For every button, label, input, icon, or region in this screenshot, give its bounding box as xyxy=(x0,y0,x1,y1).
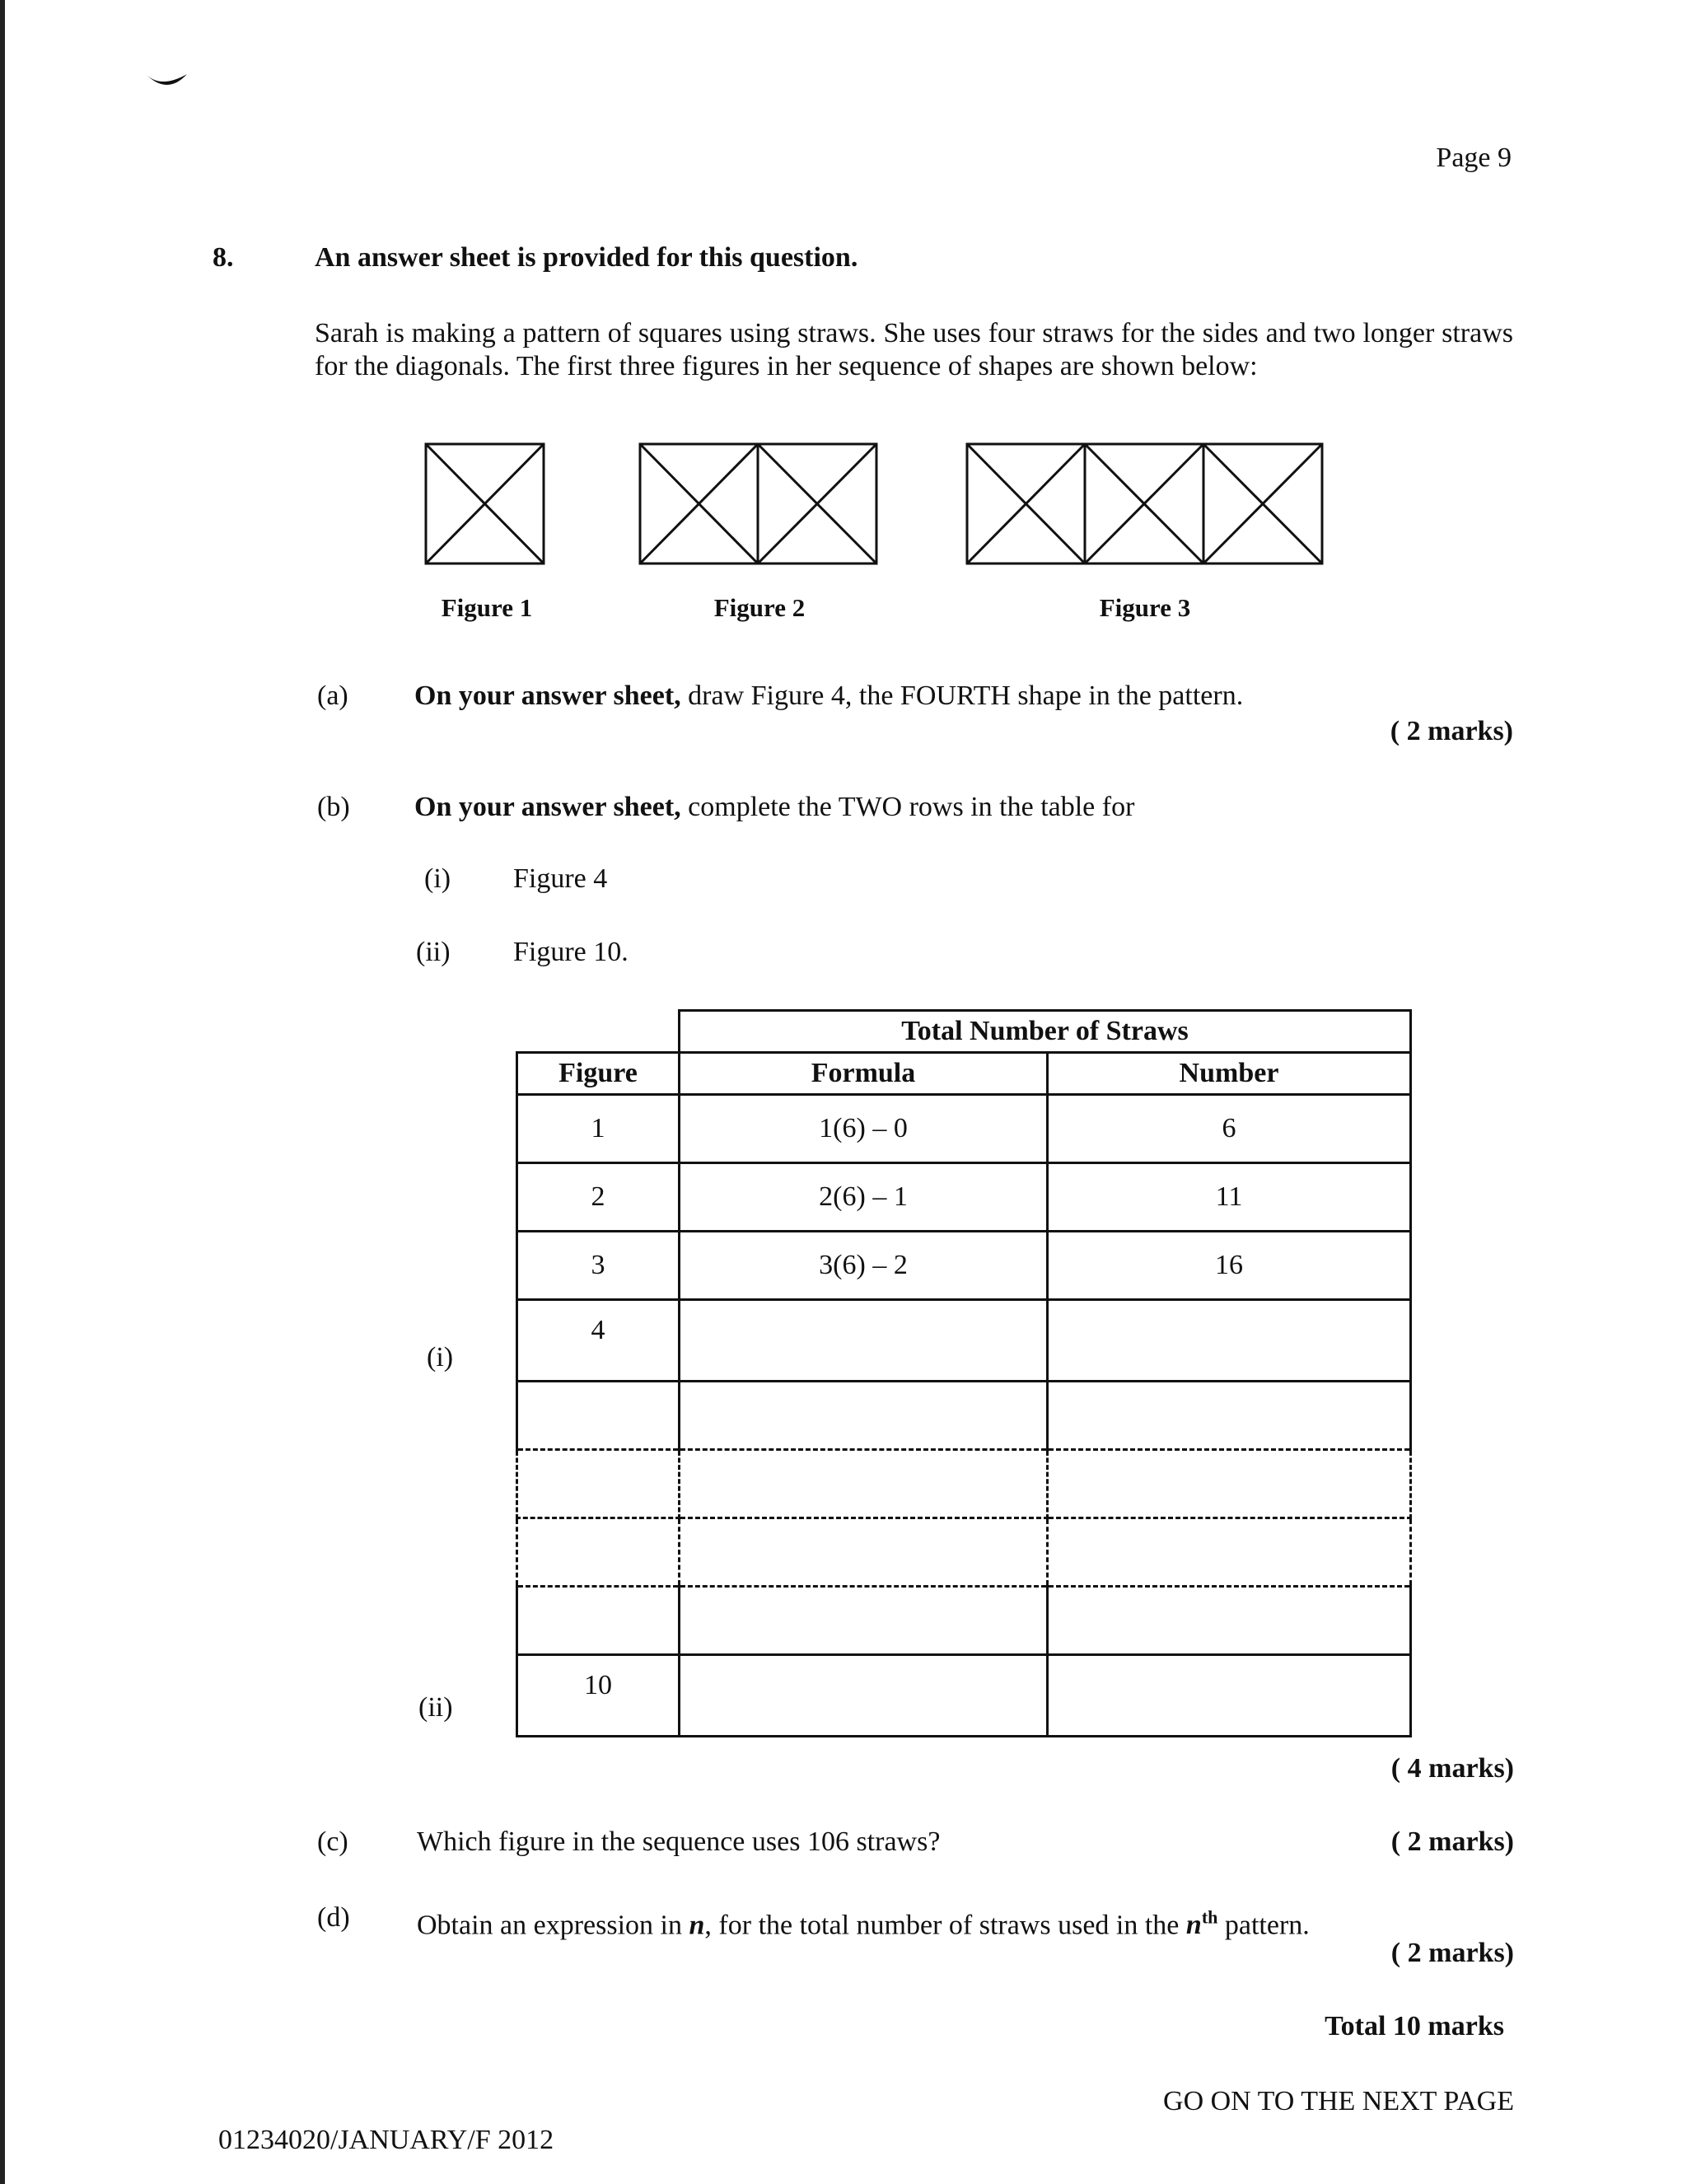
question-intro: Sarah is making a pattern of squares using straws. She uses four straws for the sides and two longer straws for the diagonals. The first three figures in her sequence of shapes are shown below: xyxy=(315,318,1513,381)
table-cell-gap xyxy=(680,1450,1048,1518)
table-row-blank xyxy=(517,1587,1411,1655)
table-row xyxy=(517,1095,1411,1163)
question-number: 8. xyxy=(213,242,234,273)
table-header-figure: Figure xyxy=(517,1053,680,1095)
table-cell-blank xyxy=(1048,1587,1411,1655)
page-number: Page 9 xyxy=(1436,143,1512,173)
table-cell-gap xyxy=(517,1450,680,1518)
table-cell-gap xyxy=(1048,1518,1411,1587)
part-d-text-before: Obtain an expression in xyxy=(417,1910,689,1941)
part-a-bold-lead: On your answer sheet, xyxy=(414,680,681,711)
table-cell-formula: 3(6) – 2 xyxy=(680,1232,1048,1300)
table-row-marker-i: (i) xyxy=(427,1342,454,1373)
table-cell-formula-blank[interactable] xyxy=(680,1655,1048,1737)
table-row-gap xyxy=(517,1450,1411,1518)
total-marks: Total 10 marks xyxy=(1325,2011,1504,2041)
table-cell-blank xyxy=(517,1382,680,1450)
table-cell-figure: 3 xyxy=(517,1232,680,1300)
part-b-sub-ii-label: (ii) xyxy=(416,937,451,967)
part-a-instruction: draw Figure 4, the FOURTH shape in the pattern. xyxy=(688,680,1244,711)
table-cell-number: 11 xyxy=(1048,1163,1411,1232)
table-cell-formula: 1(6) – 0 xyxy=(680,1095,1048,1163)
question-heading: An answer sheet is provided for this question. xyxy=(315,242,858,273)
table-cell-gap xyxy=(517,1518,680,1587)
table-cell-figure: 2 xyxy=(517,1163,680,1232)
part-b-text xyxy=(414,791,1134,824)
table-row-figure-10 xyxy=(517,1655,1411,1737)
table-cell-gap xyxy=(680,1518,1048,1587)
part-b-bold-lead: On your answer sheet, xyxy=(414,792,681,822)
part-a-marks: ( 2 marks) xyxy=(1390,716,1513,746)
paper-code: 01234020/JANUARY/F 2012 xyxy=(218,2125,554,2155)
table-cell-formula: 2(6) – 1 xyxy=(680,1163,1048,1232)
figure-1-drawing xyxy=(424,442,548,568)
table-cell-number: 6 xyxy=(1048,1095,1411,1163)
part-b-label: (b) xyxy=(317,792,350,822)
part-b-sub-i-text: Figure 4 xyxy=(513,863,608,894)
figure-1-label: Figure 1 xyxy=(441,593,533,622)
part-c-label: (c) xyxy=(317,1826,348,1857)
table-row-gap xyxy=(517,1518,1411,1587)
next-page-notice: GO ON TO THE NEXT PAGE xyxy=(1163,2086,1514,2116)
table-cell-figure: 10 xyxy=(517,1655,680,1737)
table-cell-blank xyxy=(517,1587,680,1655)
straws-table xyxy=(516,1009,1412,1737)
table-cell-figure: 1 xyxy=(517,1095,680,1163)
table-header-number: Number xyxy=(1048,1053,1411,1095)
table-row-blank xyxy=(517,1382,1411,1450)
figure-2-drawing xyxy=(638,442,881,568)
table-cell-blank xyxy=(680,1382,1048,1450)
part-b-instruction: complete the TWO rows in the table for xyxy=(688,792,1135,822)
part-d-superscript: th xyxy=(1201,1907,1218,1928)
table-cell-blank xyxy=(680,1587,1048,1655)
part-d-variable: n xyxy=(689,1910,705,1941)
part-d-text-after: pattern. xyxy=(1217,1910,1310,1941)
part-c-text: Which figure in the sequence uses 106 straws? xyxy=(417,1826,941,1857)
scan-mark xyxy=(144,68,189,94)
part-d-text-mid: , for the total number of straws used in the xyxy=(704,1910,1186,1941)
table-row xyxy=(517,1163,1411,1232)
table-empty-corner xyxy=(517,1011,680,1053)
table-cell-formula-blank[interactable] xyxy=(680,1300,1048,1382)
scan-edge xyxy=(0,0,5,2184)
table-row xyxy=(517,1232,1411,1300)
part-d-text xyxy=(417,1901,1310,1942)
table-cell-number: 16 xyxy=(1048,1232,1411,1300)
table-cell-blank xyxy=(1048,1382,1411,1450)
table-cell-number-blank[interactable] xyxy=(1048,1655,1411,1737)
table-cell-figure: 4 xyxy=(517,1300,680,1382)
part-d-label: (d) xyxy=(317,1902,350,1933)
table-row-figure-4 xyxy=(517,1300,1411,1382)
table-cell-number-blank[interactable] xyxy=(1048,1300,1411,1382)
part-b-sub-i-label: (i) xyxy=(424,863,451,894)
figure-2-label: Figure 2 xyxy=(713,593,806,622)
part-c-marks: ( 2 marks) xyxy=(1390,1826,1514,1857)
table-group-header: Total Number of Straws xyxy=(680,1011,1411,1053)
part-d-sup-variable: n xyxy=(1185,1910,1202,1941)
part-a-label: (a) xyxy=(317,680,348,711)
part-d-marks: ( 2 marks) xyxy=(1390,1938,1514,1968)
figure-3-label: Figure 3 xyxy=(1099,593,1191,622)
table-row-marker-ii: (ii) xyxy=(418,1692,453,1723)
table-cell-gap xyxy=(1048,1450,1411,1518)
figure-3-drawing xyxy=(965,442,1326,568)
part-b-sub-ii-text: Figure 10. xyxy=(513,937,629,967)
table-header-formula: Formula xyxy=(680,1053,1048,1095)
part-a-text xyxy=(414,680,1243,713)
part-b-marks: ( 4 marks) xyxy=(1390,1753,1514,1784)
